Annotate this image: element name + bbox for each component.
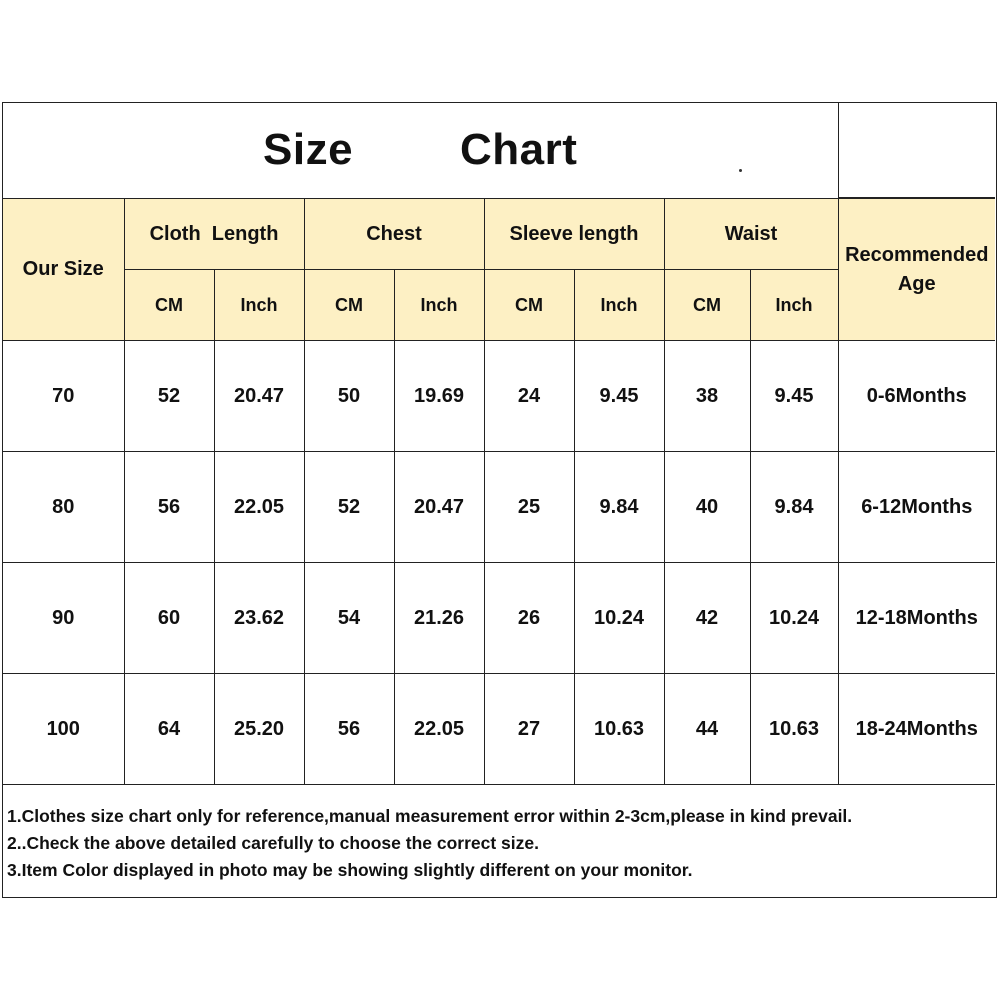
cell-cloth-length-inch: 23.62 <box>214 563 304 674</box>
cell-recommended-age: 12-18Months <box>838 563 995 674</box>
cell-cloth-length-inch: 20.47 <box>214 341 304 452</box>
cell-our-size: 70 <box>3 341 124 452</box>
cell-waist-cm: 44 <box>664 674 750 785</box>
header-chest: Chest <box>304 199 484 270</box>
cell-cloth-length-cm: 64 <box>124 674 214 785</box>
note-2: 2..Check the above detailed carefully to choose the correct size. <box>7 833 539 853</box>
cell-sleeve-inch: 10.24 <box>574 563 664 674</box>
cell-recommended-age: 18-24Months <box>838 674 995 785</box>
cell-waist-inch: 10.24 <box>750 563 838 674</box>
cell-sleeve-inch: 10.63 <box>574 674 664 785</box>
size-table <box>3 198 995 785</box>
cell-sleeve-inch: 9.45 <box>574 341 664 452</box>
cell-chest-inch: 20.47 <box>394 452 484 563</box>
cell-our-size: 100 <box>3 674 124 785</box>
header-waist: Waist <box>664 199 838 270</box>
table-row <box>3 452 995 563</box>
cell-chest-inch: 19.69 <box>394 341 484 452</box>
cell-recommended-age: 6-12Months <box>838 452 995 563</box>
cell-our-size: 90 <box>3 563 124 674</box>
cell-our-size: 80 <box>3 452 124 563</box>
cell-chest-cm: 54 <box>304 563 394 674</box>
cell-cloth-length-cm: 52 <box>124 341 214 452</box>
title-blank-cell <box>838 103 995 198</box>
cell-cloth-length-inch: 25.20 <box>214 674 304 785</box>
table-row <box>3 674 995 785</box>
title-word-chart: Chart <box>460 125 578 174</box>
cell-cloth-length-inch: 22.05 <box>214 452 304 563</box>
title-row <box>3 103 838 199</box>
header-our-size: Our Size <box>3 199 124 341</box>
size-chart-sheet <box>2 102 997 898</box>
unit-sleeve-inch: Inch <box>574 270 664 341</box>
unit-sleeve-cm: CM <box>484 270 574 341</box>
header-row-groups <box>3 199 995 270</box>
cell-waist-inch: 10.63 <box>750 674 838 785</box>
cell-waist-cm: 38 <box>664 341 750 452</box>
title-dot-mark <box>739 169 742 172</box>
cell-sleeve-cm: 26 <box>484 563 574 674</box>
unit-chest-cm: CM <box>304 270 394 341</box>
cell-chest-cm: 50 <box>304 341 394 452</box>
cell-cloth-length-cm: 60 <box>124 563 214 674</box>
cell-waist-inch: 9.84 <box>750 452 838 563</box>
table-row <box>3 341 995 452</box>
table-row <box>3 563 995 674</box>
cell-waist-inch: 9.45 <box>750 341 838 452</box>
unit-waist-inch: Inch <box>750 270 838 341</box>
note-1: 1.Clothes size chart only for reference,manual measurement error within 2-3cm,please in kind prevail. <box>7 806 853 826</box>
cell-waist-cm: 42 <box>664 563 750 674</box>
cell-recommended-age: 0-6Months <box>838 341 995 452</box>
cell-sleeve-cm: 24 <box>484 341 574 452</box>
cell-chest-cm: 52 <box>304 452 394 563</box>
header-cloth-length: Cloth Length <box>124 199 304 270</box>
note-3: 3.Item Color displayed in photo may be showing slightly different on your monitor. <box>7 860 693 880</box>
title-word-size: Size <box>263 125 354 174</box>
cell-chest-inch: 22.05 <box>394 674 484 785</box>
unit-cloth-length-inch: Inch <box>214 270 304 341</box>
unit-waist-cm: CM <box>664 270 750 341</box>
header-recommended-age: Recommended Age <box>838 199 995 341</box>
unit-cloth-length-cm: CM <box>124 270 214 341</box>
header-sleeve-length: Sleeve length <box>484 199 664 270</box>
cell-chest-cm: 56 <box>304 674 394 785</box>
unit-chest-inch: Inch <box>394 270 484 341</box>
cell-waist-cm: 40 <box>664 452 750 563</box>
cell-chest-inch: 21.26 <box>394 563 484 674</box>
cell-sleeve-cm: 27 <box>484 674 574 785</box>
cell-sleeve-inch: 9.84 <box>574 452 664 563</box>
cell-cloth-length-cm: 56 <box>124 452 214 563</box>
notes-section <box>7 803 992 884</box>
cell-sleeve-cm: 25 <box>484 452 574 563</box>
